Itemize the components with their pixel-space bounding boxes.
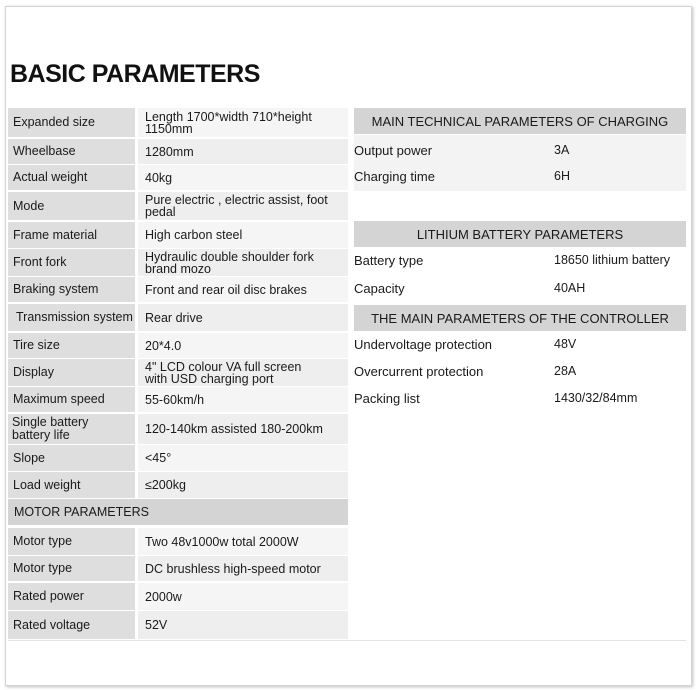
row-label: Tire size	[8, 333, 135, 358]
row-label: Single battery battery life	[8, 414, 135, 444]
row-label: Rated voltage	[8, 611, 135, 639]
table-row	[8, 583, 348, 610]
row-value: 52V	[138, 611, 348, 639]
row-value: Length 1700*width 710*height 1150mm	[138, 108, 348, 137]
row-label: Transmission system	[8, 304, 135, 331]
row-label: Frame material	[8, 222, 135, 248]
row-label: Load weight	[8, 472, 135, 498]
controller-section-header: THE MAIN PARAMETERS OF THE CONTROLLER	[354, 305, 686, 331]
row-value: High carbon steel	[138, 222, 348, 248]
row-label: Output power	[354, 143, 433, 158]
row-value: 40kg	[138, 165, 348, 190]
row-value: 48V	[554, 337, 577, 351]
row-value: 1430/32/84mm	[554, 391, 638, 405]
row-label: Motor type	[8, 556, 135, 581]
table-row	[8, 445, 348, 471]
row-label: Overcurrent protection	[354, 364, 484, 379]
row-value: <45°	[138, 445, 348, 471]
row-label: Packing list	[354, 391, 420, 406]
row-value: 4" LCD colour VA full screen with USD charging port	[138, 359, 348, 386]
row-value: 55-60km/h	[138, 387, 348, 412]
table-row	[8, 333, 348, 358]
table-row	[8, 249, 348, 276]
table-row	[8, 222, 348, 248]
row-value: 120-140km assisted 180-200km	[138, 414, 348, 444]
row-value: Front and rear oil disc brakes	[138, 277, 348, 302]
row-value: 20*4.0	[138, 333, 348, 358]
row-label: Actual weight	[8, 165, 135, 190]
row-value: Hydraulic double shoulder fork brand mozo	[138, 249, 348, 276]
row-label: Slope	[8, 445, 135, 471]
row-label: Undervoltage protection	[354, 337, 493, 352]
row-label: Maximum speed	[8, 387, 135, 412]
page-title: BASIC PARAMETERS	[10, 60, 260, 88]
table-row	[8, 192, 348, 220]
table-row	[8, 556, 348, 581]
row-label: Display	[8, 359, 135, 386]
table-row	[8, 108, 348, 137]
table-row	[8, 611, 348, 639]
row-value: Pure electric , electric assist, foot pedal	[138, 192, 348, 220]
row-label: Braking system	[8, 277, 135, 302]
motor-section-header: MOTOR PARAMETERS	[8, 499, 348, 525]
row-label: Charging time	[354, 169, 435, 184]
row-label: Front fork	[8, 249, 135, 276]
row-value: 40AH	[554, 281, 586, 295]
table-row	[8, 304, 348, 331]
row-label: Wheelbase	[8, 139, 135, 164]
divider	[8, 640, 686, 641]
table-row	[8, 139, 348, 164]
row-value: 1280mm	[138, 139, 348, 164]
row-value: 2000w	[138, 583, 348, 610]
table-row	[8, 387, 348, 412]
row-value: 6H	[554, 169, 570, 183]
table-row	[8, 165, 348, 190]
table-row	[8, 472, 348, 498]
row-value: ≤200kg	[138, 472, 348, 498]
row-value: DC brushless high-speed motor	[138, 556, 348, 581]
row-label: Capacity	[354, 281, 405, 296]
battery-section-header: LITHIUM BATTERY PARAMETERS	[354, 221, 686, 247]
row-value: 18650 lithium battery	[554, 253, 671, 267]
row-value: Rear drive	[138, 304, 348, 331]
row-label: Motor type	[8, 528, 135, 555]
row-label: Rated power	[8, 583, 135, 610]
table-row	[8, 277, 348, 302]
row-value: Two 48v1000w total 2000W	[138, 528, 348, 555]
table-row	[8, 528, 348, 555]
row-value: 28A	[554, 364, 577, 378]
table-row	[8, 359, 348, 386]
row-value: 3A	[554, 143, 570, 157]
table-row	[8, 414, 348, 444]
row-label: Battery type	[354, 253, 424, 268]
row-label: Expanded size	[8, 108, 135, 137]
row-label: Mode	[8, 192, 135, 220]
charging-section-header: MAIN TECHNICAL PARAMETERS OF CHARGING	[354, 108, 686, 134]
